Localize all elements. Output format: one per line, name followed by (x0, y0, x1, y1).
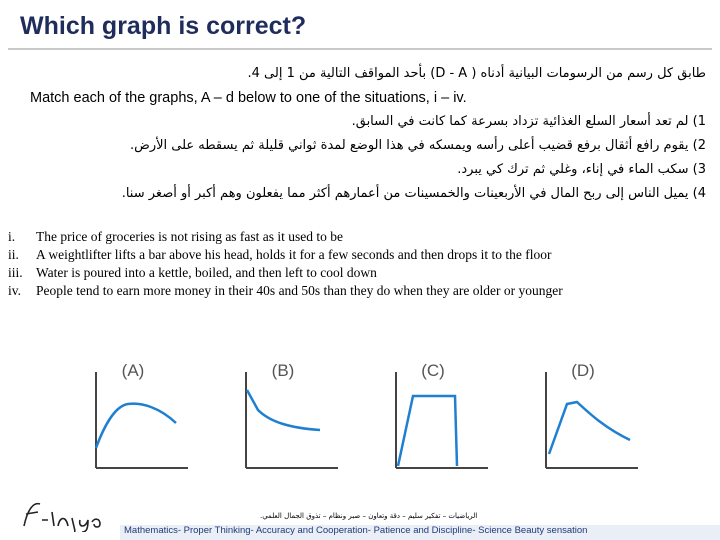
situation-item (8, 228, 708, 246)
graph-c-label: (C) (421, 361, 445, 380)
situation-number: ii. (8, 247, 19, 262)
situation-text: A weightlifter lifts a bar above his head, holds it for a few seconds and then drops it to the floor (36, 247, 552, 262)
situation-item (8, 246, 708, 264)
graph-c-curve (398, 396, 457, 466)
situation-text: The price of groceries is not rising as fast as it used to be (36, 229, 344, 244)
arabic-instruction: طابق كل رسم من الرسومات البيانية أدناه ( D - A) بأحد المواقف التالية من 1 إلى 4. (247, 66, 706, 81)
arabic-situation-4: 4) يميل الناس إلى ربح المال في الأربعينات والخمسينات من أعمارهم أكثر مما يفعلون وهم أكبر أو أصغر سنا. (121, 186, 706, 201)
graph-a-label: (A) (121, 361, 145, 380)
signature-image (18, 498, 128, 532)
graph-b-curve (247, 390, 320, 430)
arabic-situation-1: 1) لم تعد أسعار السلع الغذائية تزداد بسرعة كما كانت في السابق. (351, 114, 706, 129)
graph-b (246, 361, 338, 468)
situation-item (8, 282, 708, 300)
situation-item (8, 264, 708, 282)
situation-number: i. (8, 229, 16, 244)
arabic-situation-3: 3) سكب الماء في إناء، وغلي ثم ترك كي يبرد. (457, 162, 706, 177)
english-instruction: Match each of the graphs, A – d below to one of the situations, i – iv. (30, 90, 467, 106)
graph-a (96, 361, 188, 468)
situation-text: Water is poured into a kettle, boiled, and then left to cool down (36, 265, 377, 280)
arabic-situation-2: 2) يقوم رافع أثقال برفع قضيب أعلى رأسه ويمسكه في هذا الوضع لمدة ثواني قليلة ثم يسقطه على الأرض. (129, 138, 706, 153)
graph-d (546, 361, 638, 468)
footer-english: Mathematics- Proper Thinking- Accuracy and Cooperation- Patience and Discipline- Science Beauty sensation (124, 525, 588, 536)
situation-text: People tend to earn more money in their 40s and 50s than they do when they are older or younger (36, 283, 563, 298)
graph-c (396, 361, 488, 468)
situation-number: iv. (8, 283, 21, 298)
graph-d-curve (549, 402, 630, 454)
title-divider (8, 48, 712, 50)
page-title: Which graph is correct? (20, 12, 307, 40)
graph-b-label: (B) (271, 361, 295, 380)
graph-d-label: (D) (571, 361, 595, 380)
situation-number: iii. (8, 265, 23, 280)
footer-arabic: الرياضيات – تفكير سليم – دقة وتعاون – صبر ونظام – تذوق الجمال العلمي. (260, 512, 478, 520)
graphs-figure (0, 348, 720, 518)
graph-a-curve (96, 404, 176, 448)
situation-list (8, 228, 708, 300)
